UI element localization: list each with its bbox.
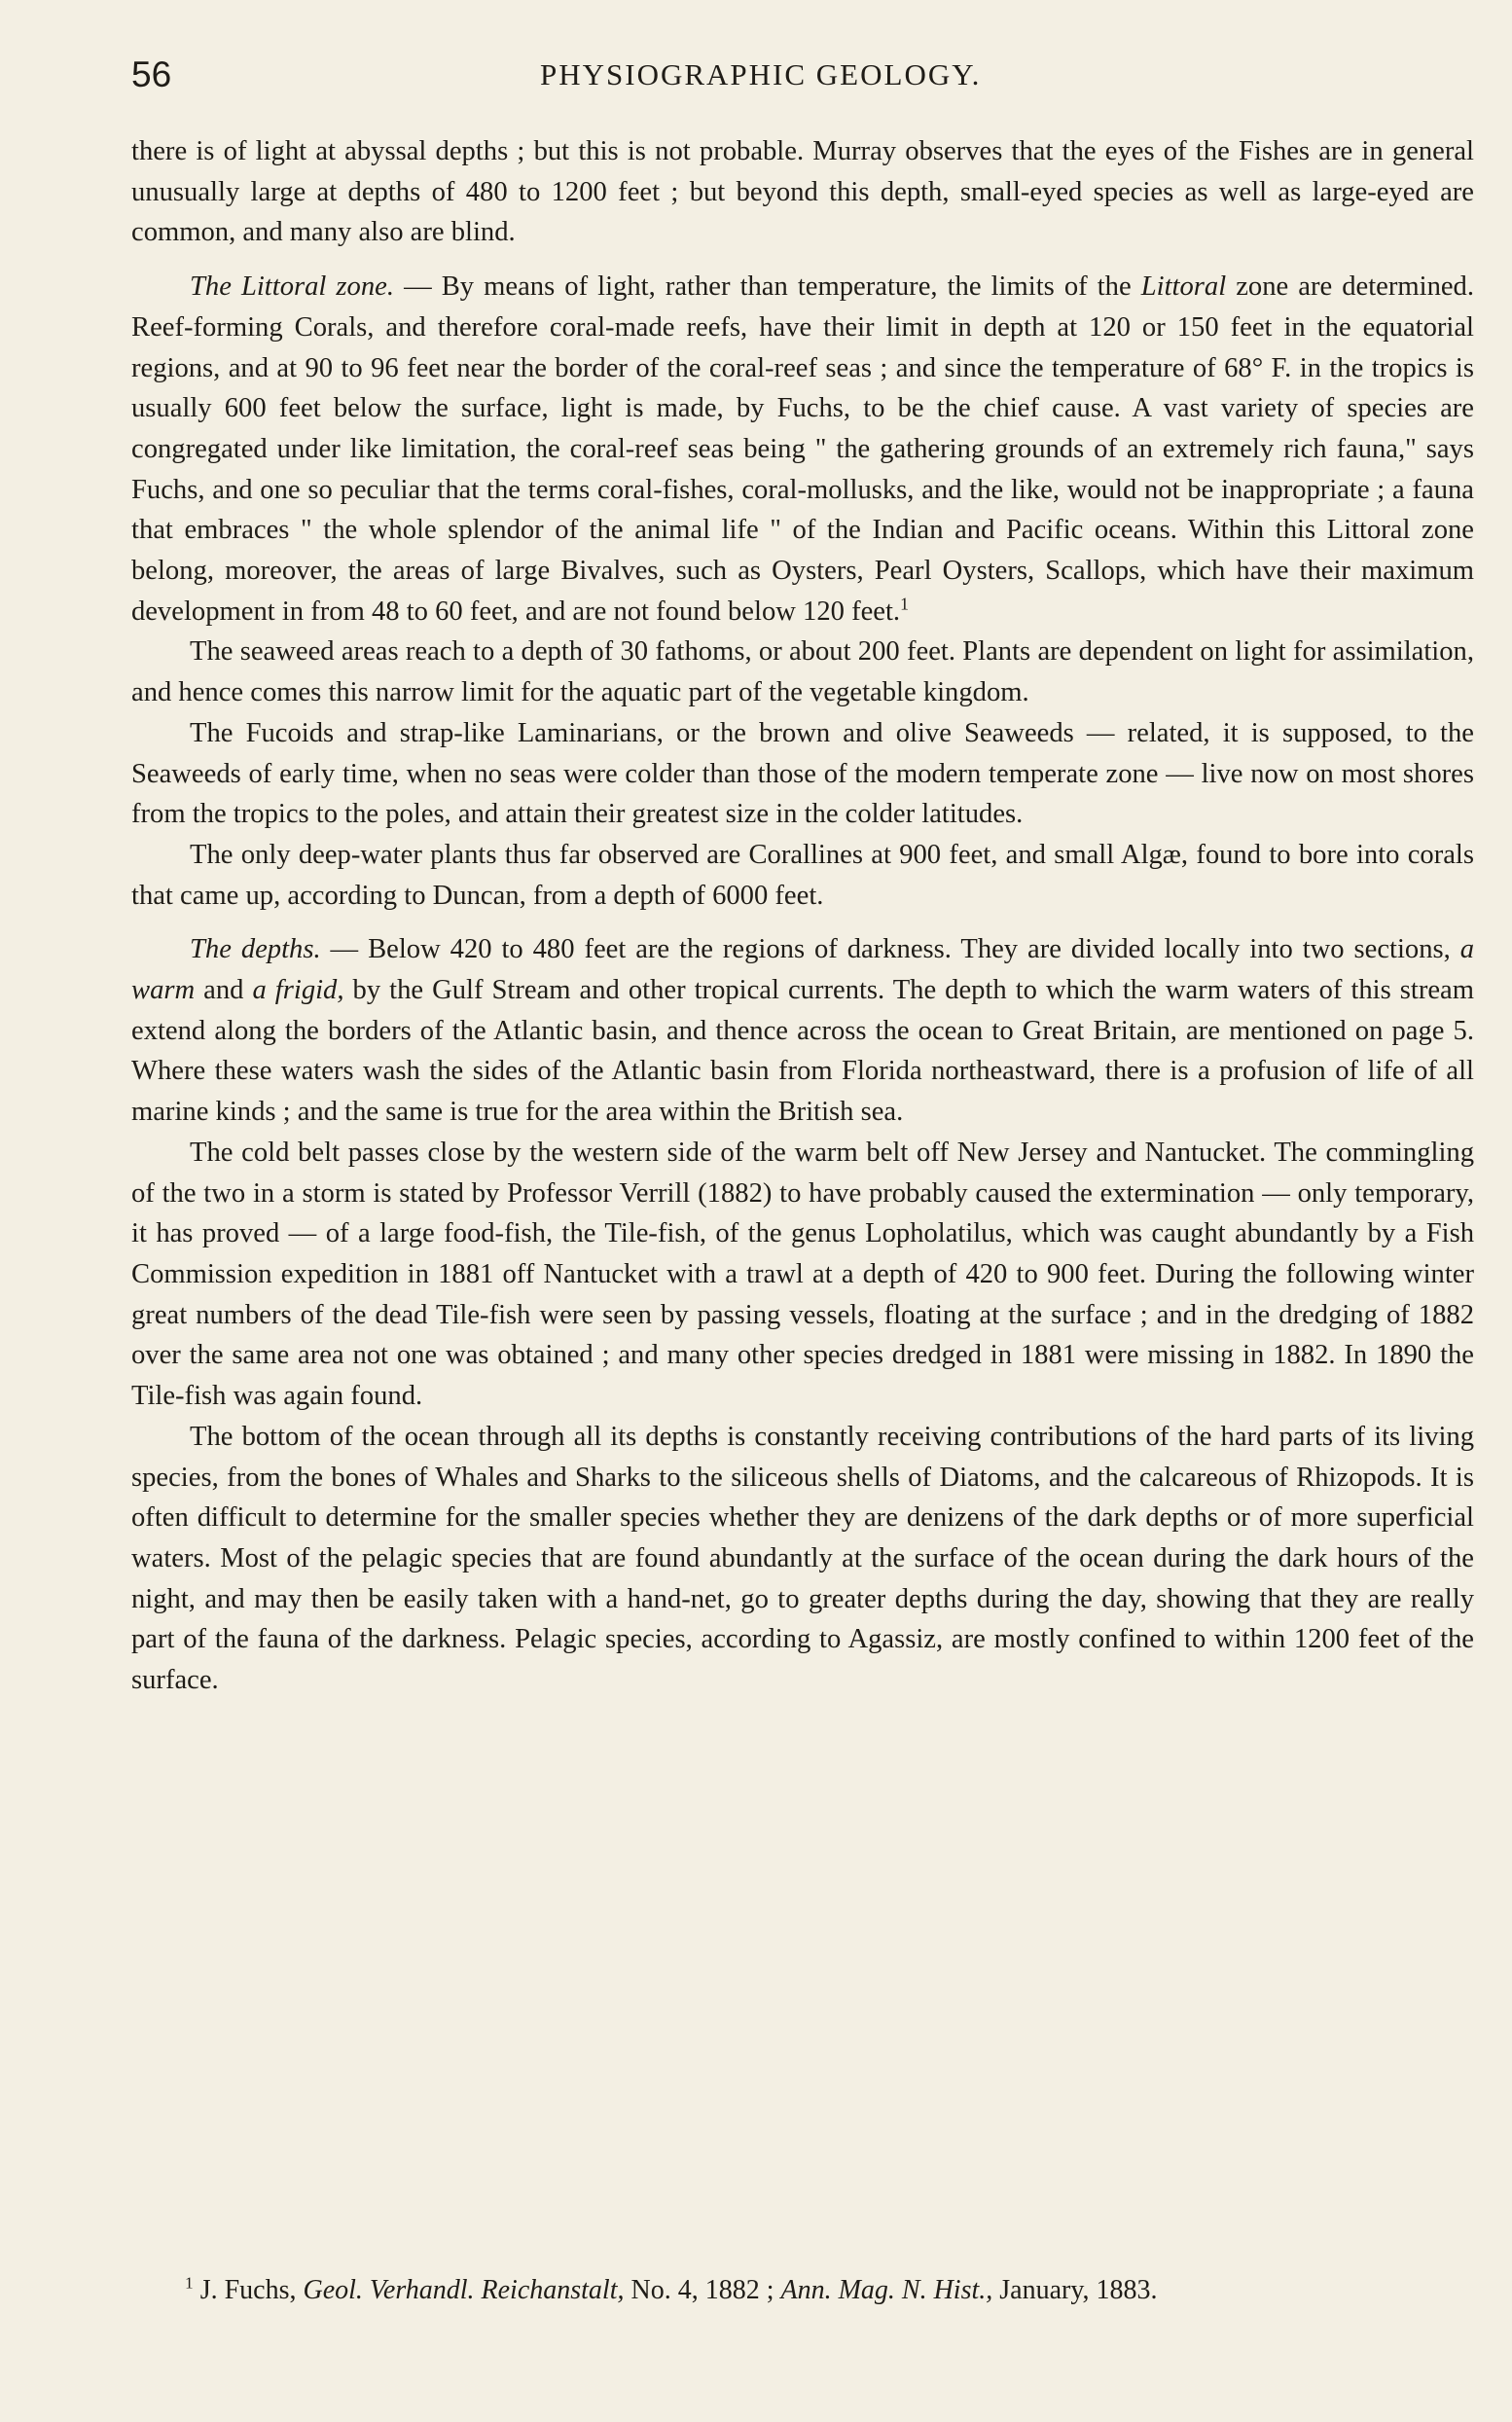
text-run: — By means of light, rather than temperature, the limits of the bbox=[394, 271, 1141, 303]
section-heading-depths: The depths. bbox=[190, 934, 321, 965]
text-run: and bbox=[195, 975, 253, 1006]
footnote-date: January, 1883. bbox=[992, 2275, 1158, 2305]
text-run: — Below 420 to 480 feet are the regions of darkness. They are divided locally into two sections, bbox=[320, 934, 1460, 965]
paragraph-fucoids: The Fucoids and strap-like Laminarians, or the brown and olive Seaweeds — related, it is supposed, to the Seaweeds of early time, when no seas were colder than those of the modern temperate zone — live now on most shores from the tropics to the poles, and attain their greatest size in the colder latitudes. bbox=[131, 717, 1474, 830]
section-heading-littoral: The Littoral zone. bbox=[190, 271, 394, 303]
paragraph-seaweed-areas: The seaweed areas reach to a depth of 30 fathoms, or about 200 feet. Plants are dependent on light for assimilation, and hence comes this narrow limit for the aquatic part of the vegetable kingdom. bbox=[131, 636, 1474, 708]
footnote bbox=[185, 2271, 1479, 2310]
paragraph-deep-water-plants: The only deep-water plants thus far observed are Corallines at 900 feet, and small Algæ, found to bore into corals that came up, according to Duncan, from a depth of 6000 feet. bbox=[131, 839, 1474, 911]
italic-term-littoral: Littoral bbox=[1140, 271, 1227, 303]
italic-term-frigid: a frigid, bbox=[252, 975, 344, 1006]
paragraph-abyssal-light: there is of light at abyssal depths ; but this is not probable. Murray observes that the eyes of the Fishes are in general unusually large at depths of 480 to 1200 feet ; but beyond this depth, small-eyed species as well as large-eyed are common, and many also are blind. bbox=[131, 136, 1474, 248]
footnote-source-1: Geol. Verhandl. Reichanstalt, bbox=[303, 2275, 625, 2305]
text-run: zone are determined. Reef-forming Corals, and therefore coral-made reefs, have their limit in depth at 120 or 150 feet in the equatorial regions, and at 90 to 96 feet near the border of the coral-reef seas ; and since the temperature of 68° F. in the tropics is usually 600 feet below the surface, light is made, by Fuchs, to be the chief cause. A vast variety of species are congregated under like limitation, the coral-reef seas being " the gathering grounds of an extremely rich fauna," says Fuchs, and one so peculiar that the terms coral-fishes, coral-mollusks, and the like, would not be inappropriate ; a fauna that embraces " the whole splendor of the animal life " of the Indian and Pacific oceans. Within this Littoral zone belong, moreover, the areas of large Bivalves, such as Oysters, Pearl Oysters, Scallops, which have their maximum development in from 48 to 60 feet, and are not found below 120 feet. bbox=[131, 271, 1474, 627]
running-title: PHYSIOGRAPHIC GEOLOGY. bbox=[540, 57, 982, 91]
body-text bbox=[131, 131, 1474, 1701]
running-head bbox=[131, 51, 1474, 99]
paragraph-littoral-zone bbox=[131, 267, 1474, 632]
italic-term-warm: a warm bbox=[131, 934, 1475, 1006]
paragraph-the-depths bbox=[131, 929, 1474, 1133]
footnote-text: No. 4, 1882 ; bbox=[624, 2275, 781, 2305]
text-run: by the Gulf Stream and other tropical currents. The depth to which the warm waters of this stream extend along the borders of the Atlantic basin, and thence across the ocean to Great Britain, are mentioned on page 5. Where these waters wash the sides of the Atlantic basin from Florida northeastward, there is a profusion of life of all marine kinds ; and the same is true for the area within the British sea. bbox=[131, 975, 1474, 1128]
paragraph-cold-belt: The cold belt passes close by the western side of the warm belt off New Jersey and Nantucket. The commingling of the two in a storm is stated by Professor Verrill (1882) to have probably caused the extermination — only temporary, it has proved — of a large food-fish, the Tile-fish, of the genus Lopholatilus, which was caught abundantly by a Fish Commission expedition in 1881 off Nantucket with a trawl at a depth of 420 to 900 feet. During the following winter great numbers of the dead Tile-fish were seen by passing vessels, floating at the surface ; and in the dredging of 1882 over the same area not one was obtained ; and many other species dredged in 1881 were missing in 1882. In 1890 the Tile-fish was again found. bbox=[131, 1137, 1474, 1412]
page-number: 56 bbox=[131, 54, 172, 94]
footnote-reference: 1 bbox=[900, 594, 909, 614]
footnote-marker: 1 bbox=[185, 2273, 194, 2293]
paragraph-ocean-bottom: The bottom of the ocean through all its depths is constantly receiving contributions of the hard parts of its living species, from the bones of Whales and Sharks to the siliceous shells of Diatoms, and the calcareous of Rhizopods. It is often difficult to determine for the smaller species whether they are denizens of the dark depths or of more superficial waters. Most of the pelagic species that are found abundantly at the surface of the ocean during the dark hours of the night, and may then be easily taken with a hand-net, go to greater depths during the day, showing that they are really part of the fauna of the darkness. Pelagic species, according to Agassiz, are mostly confined to within 1200 feet of the surface. bbox=[131, 1421, 1474, 1696]
footnote-source-2: Ann. Mag. N. Hist., bbox=[780, 2275, 993, 2305]
footnote-author: J. Fuchs, bbox=[193, 2275, 304, 2305]
